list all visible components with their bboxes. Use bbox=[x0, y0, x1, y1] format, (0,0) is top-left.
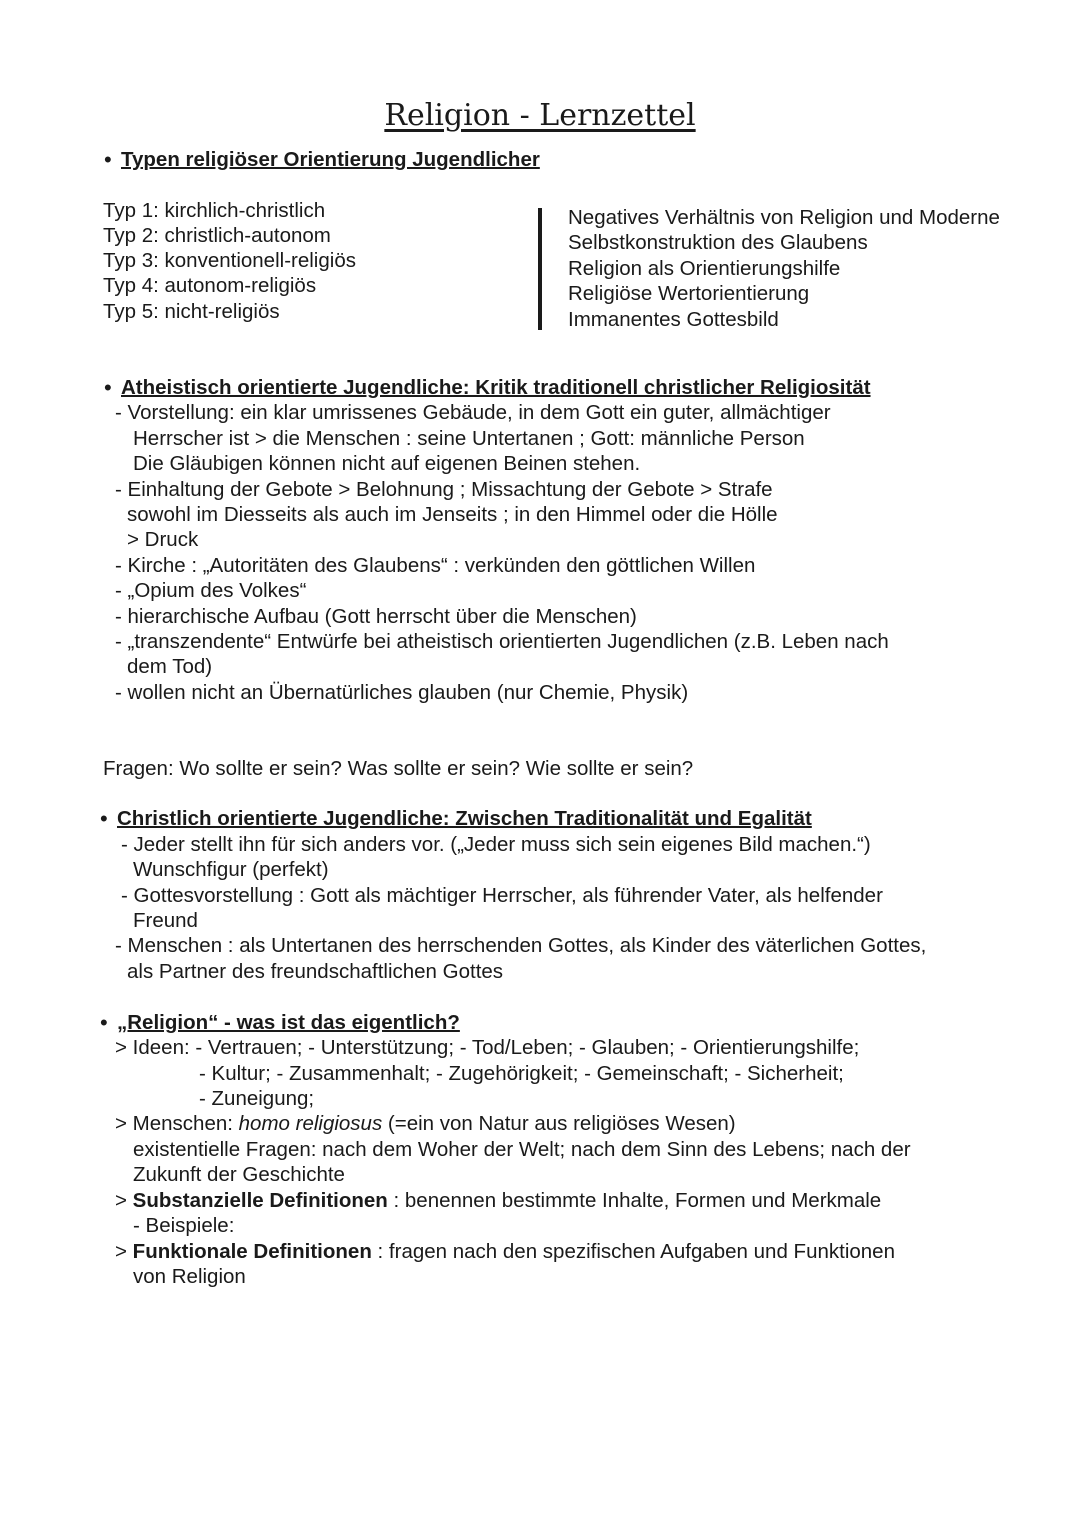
funk-term: Funktionale Definitionen bbox=[132, 1240, 372, 1263]
ideas-line: > Ideen: - Vertrauen; - Unterstützung; - Tod/Leben; - Glauben; - Orientierungshilfe; bbox=[115, 1036, 860, 1059]
section-heading-christian: Christlich orientierte Jugendliche: Zwischen Traditionalität und Egalität bbox=[117, 807, 812, 830]
subst-rest: : benennen bestimmte Inhalte, Formen und Merkmale bbox=[387, 1189, 882, 1212]
note-line: Wunschfigur (perfekt) bbox=[133, 858, 329, 881]
trait-item: Religiöse Wertorientierung bbox=[568, 282, 810, 305]
trait-item: Negatives Verhältnis von Religion und Moderne bbox=[568, 206, 1000, 229]
type-item: Typ 2: christlich-autonom bbox=[103, 224, 331, 247]
section-heading-atheist: Atheistisch orientierte Jugendliche: Kritik traditionell christlicher Religiosität bbox=[121, 376, 871, 399]
functional-definitions-line bbox=[115, 1239, 895, 1264]
trait-item: Religion als Orientierungshilfe bbox=[568, 257, 841, 280]
funk-rest: : fragen nach den spezifischen Aufgaben und Funktionen bbox=[371, 1240, 895, 1263]
note-line: - „transzendente“ Entwürfe bei atheistisch orientierten Jugendlichen (z.B. Leben nach bbox=[115, 630, 889, 653]
menschen-line bbox=[115, 1111, 736, 1136]
substantial-definitions-line bbox=[115, 1188, 881, 1213]
note-line: - „Opium des Volkes“ bbox=[115, 579, 307, 602]
note-line: - Jeder stellt ihn für sich anders vor. („Jeder muss sich sein eigenes Bild machen.“) bbox=[121, 833, 871, 856]
existential-line: Zukunft der Geschichte bbox=[133, 1163, 345, 1186]
note-line: Herrscher ist > die Menschen : seine Untertanen ; Gott: männliche Person bbox=[133, 427, 805, 450]
subst-prefix: > bbox=[115, 1189, 133, 1212]
bullet-dot: • bbox=[100, 1010, 108, 1035]
bullet-dot: • bbox=[104, 147, 112, 172]
section-heading-types: Typen religiöser Orientierung Jugendlicher bbox=[121, 148, 540, 171]
page-title: Religion - Lernzettel bbox=[384, 98, 696, 133]
type-item: Typ 3: konventionell-religiös bbox=[103, 249, 356, 272]
note-line: - Einhaltung der Gebote > Belohnung ; Missachtung der Gebote > Strafe bbox=[115, 478, 773, 501]
homo-religiosus-term: homo religiosus bbox=[238, 1112, 383, 1135]
note-line: sowohl im Diesseits als auch im Jenseits ; in den Himmel oder die Hölle bbox=[127, 503, 778, 526]
type-item: Typ 5: nicht-religiös bbox=[103, 300, 280, 323]
note-line: - Gottesvorstellung : Gott als mächtiger Herrscher, als führender Vater, als helfender bbox=[121, 884, 883, 907]
ideas-line: - Kultur; - Zusammenhalt; - Zugehörigkeit; - Gemeinschaft; - Sicherheit; bbox=[199, 1062, 844, 1085]
note-line: > Druck bbox=[127, 528, 199, 551]
note-line: - Menschen : als Untertanen des herrschenden Gottes, als Kinder des väterlichen Gottes, bbox=[115, 934, 927, 957]
note-line: Die Gläubigen können nicht auf eigenen Beinen stehen. bbox=[133, 452, 641, 475]
menschen-prefix: > Menschen: bbox=[115, 1112, 239, 1135]
note-line: - Kirche : „Autoritäten des Glaubens“ : verkünden den göttlichen Willen bbox=[115, 554, 756, 577]
trait-item: Immanentes Gottesbild bbox=[568, 308, 779, 331]
note-line: als Partner des freundschaftlichen Gottes bbox=[127, 960, 504, 983]
note-line: dem Tod) bbox=[127, 655, 213, 678]
section-heading-religion: „Religion“ - was ist das eigentlich? bbox=[117, 1011, 460, 1034]
examples-line: - Beispiele: bbox=[133, 1214, 235, 1237]
note-line: - hierarchische Aufbau (Gott herrscht über die Menschen) bbox=[115, 605, 637, 628]
existential-line: existentielle Fragen: nach dem Woher der Welt; nach dem Sinn des Lebens; nach der bbox=[133, 1138, 911, 1161]
divider-bar bbox=[538, 208, 542, 330]
note-line: - Vorstellung: ein klar umrissenes Gebäude, in dem Gott ein guter, allmächtiger bbox=[115, 401, 831, 424]
note-line: Freund bbox=[133, 909, 198, 932]
note-line: - wollen nicht an Übernatürliches glauben (nur Chemie, Physik) bbox=[115, 681, 689, 704]
bullet-dot: • bbox=[104, 375, 112, 400]
bullet-dot: • bbox=[100, 806, 108, 831]
subst-term: Substanzielle Definitionen bbox=[132, 1189, 388, 1212]
menschen-suffix: (=ein von Natur aus religiöses Wesen) bbox=[382, 1112, 736, 1135]
trait-item: Selbstkonstruktion des Glaubens bbox=[568, 231, 868, 254]
questions-line: Fragen: Wo sollte er sein? Was sollte er sein? Wie sollte er sein? bbox=[103, 757, 694, 780]
type-item: Typ 1: kirchlich-christlich bbox=[103, 199, 326, 222]
type-item: Typ 4: autonom-religiös bbox=[103, 274, 317, 297]
functional-cont-line: von Religion bbox=[133, 1265, 246, 1288]
funk-prefix: > bbox=[115, 1240, 133, 1263]
ideas-line: - Zuneigung; bbox=[199, 1087, 315, 1110]
